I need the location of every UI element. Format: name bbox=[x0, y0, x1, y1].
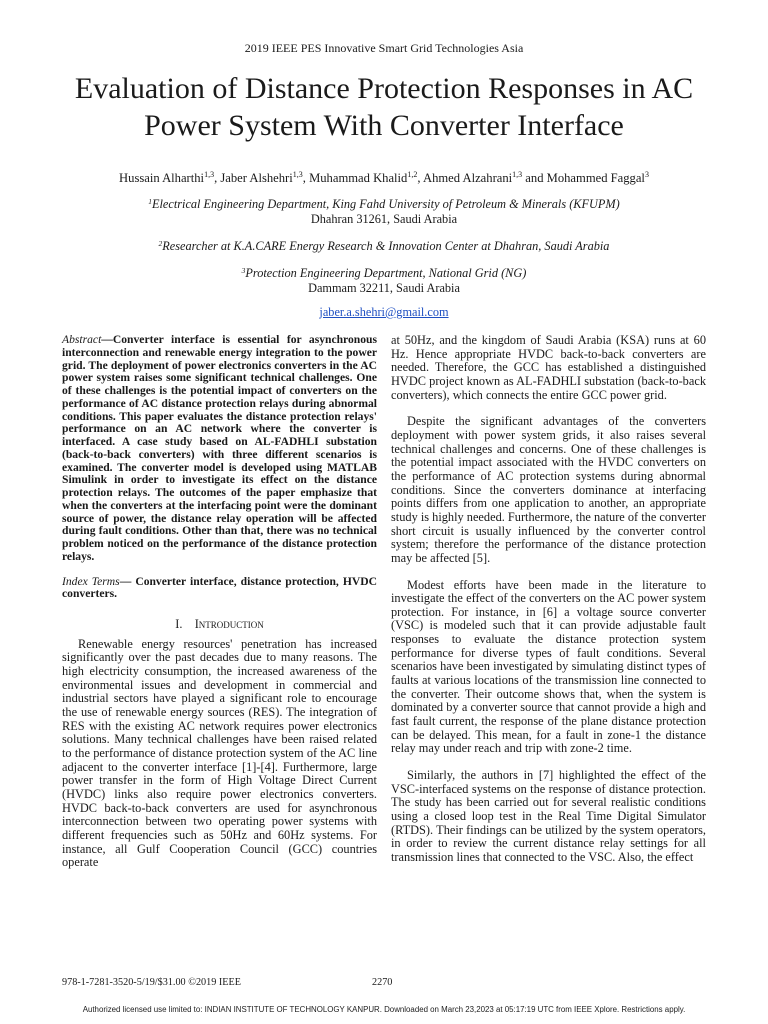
right-paragraph-1: at 50Hz, and the kingdom of Saudi Arabia (KSA) runs at 60 Hz. Hence appropriate HVDC back-to-back converters are needed. Therefore, the GCC has established a distinguished HVDC project known as AL-FADHLI substation (back-to-back converters), which connects the entire GCC power grid. bbox=[391, 333, 706, 402]
paper-title bbox=[40, 70, 728, 144]
title-line-1: Evaluation of Distance Protection Responses in AC bbox=[74, 72, 694, 105]
page-number: 2270 bbox=[372, 977, 393, 988]
conference-header: 2019 IEEE PES Innovative Smart Grid Technologies Asia bbox=[244, 41, 524, 55]
author-5: Mohammed Faggal$^3$ bbox=[546, 170, 649, 185]
license-notice: Authorized licensed use limited to: INDIAN INSTITUTE OF TECHNOLOGY KANPUR. Downloaded on March 23,2023 at 05:17:19 UTC from IEEE Xplore. Restrictions apply. bbox=[82, 1005, 686, 1014]
right-paragraph-3: Modest efforts have been made in the literature to investigate the effect of the converters on the AC power system protection. For instance, in [6] a voltage source converter (VSC) is modeled such that it can provide adjustable fault responses to evaluate the distance protection system performance for diverse types of fault conditions. Several scenarios have been investigated by simulating distinct types of faults at various locations of the transmission line connected to the converter. Their outcome shows that, when the system is dominated by a converter source that cannot provide a high and fast fault current, the response of the plane distance protection can be delayed. This mean, for a fault in zone-1 the distance relay may under reach and trip with zone-2 time. bbox=[391, 577, 706, 756]
author-2: Jaber Alshehri$^{1,3}$, bbox=[220, 170, 310, 185]
affiliation-3: $^3$Protection Engineering Department, National Grid (NG) Dammam 32211, Saudi Arabia bbox=[241, 266, 527, 295]
right-paragraph-4: Similarly, the authors in [7] highlighted the effect of the VSC-interfaced systems on the response of distance protection. The study has been carried out for several realistic conditions using a closed loop test in the Real Time Digital Simulator (RTDS). Their findings can be utilized by the system operators, in order to review the current distance relay settings for all transmission lines that connected to the VSC. Also, the effect bbox=[391, 768, 706, 864]
isbn-footer: 978-1-7281-3520-5/19/$31.00 ©2019 IEEE bbox=[62, 977, 241, 988]
contact-email-link[interactable]: jaber.a.shehri@gmail.com bbox=[319, 305, 449, 319]
abstract: Abstract—Converter interface is essential for asynchronous interconnection and renewable energy integration to the power grid. The deployment of power electronics converters in the AC power system raises some significant technical challenges. One of these challenges is the potential impact of converters on the performance of AC distance protection relays during abnormal conditions. This paper evaluates the distance protection relays' performance on an AC network where the converter is interfaced. A case study based on AL-FADHLI substation (back-to-back converters) with three different scenarios is examined. The converter model is developed using MATLAB Simulink in order to investigate its effect on the distance protection relays. The outcomes of the paper emphasize that when the converters at the interfacing point were the dominant source of power, the distance relay operation will be affected during fault conditions. Other than that, there was no technical problem noticed on the performance of the distance protection relays. bbox=[62, 333, 377, 563]
author-list bbox=[0, 171, 768, 186]
section-heading-introduction: I. Introduction bbox=[175, 617, 264, 631]
author-3: Muhammad Khalid$^{1,2}$, bbox=[309, 170, 423, 185]
intro-paragraph-1: Renewable energy resources' penetration has increased significantly over the past decades due to many reasons. The high electricity consumption, the increased awareness of the environmental issues and development in commercial and industrial sectors have played a significant role to encourage the use of renewable energy sources (RES). The integration of RES with the existing AC network requires power electronics solutions. Many technical challenges have been raised related to the performance of distance protection system of the AC line adjacent to the converter interface [1]-[4]. Furthermore, large power transfer in the form of High Voltage Direct Current (HVDC) links also require power electronics converters. HVDC back-to-back converters are used for asynchronous interconnection between two operating power systems with different frequencies such as 50Hz and 60Hz systems. For instance, all Gulf Cooperation Council (GCC) countries operate bbox=[62, 636, 377, 870]
affiliation-1: $^1$Electrical Engineering Department, King Fahd University of Petroleum & Minerals (KFUPM) Dhahran 31261, Saudi Arabia bbox=[148, 197, 620, 226]
author-4: Ahmed Alzahrani$^{1,3}$ and bbox=[422, 170, 547, 185]
index-terms: Index Terms— Converter interface, distance protection, HVDC converters. bbox=[62, 574, 377, 601]
left-column bbox=[62, 334, 377, 870]
title-line-2: Power System With Converter Interface bbox=[144, 109, 624, 142]
author-1: Hussain Alharthi$^{1,3}$, bbox=[119, 170, 221, 185]
right-column bbox=[391, 334, 706, 865]
affiliation-2: $^2$Researcher at K.A.CARE Energy Research & Innovation Center at Dhahran, Saudi Arabia bbox=[158, 239, 610, 253]
right-paragraph-2: Despite the significant advantages of the converters deployment with power system grids, it also raises several technical challenges and concerns. One of these challenges is the potential impact associated with the HVDC converters on the performance of AC protection systems during abnormal conditions. Since the converters dominance at interfacing points differs from one application to another, an appropriate study is highly needed. Furthermore, the nature of the converter short circuit is usually influenced by the converter control system; therefore the performance of the distance protection may be affected [5]. bbox=[391, 414, 707, 565]
